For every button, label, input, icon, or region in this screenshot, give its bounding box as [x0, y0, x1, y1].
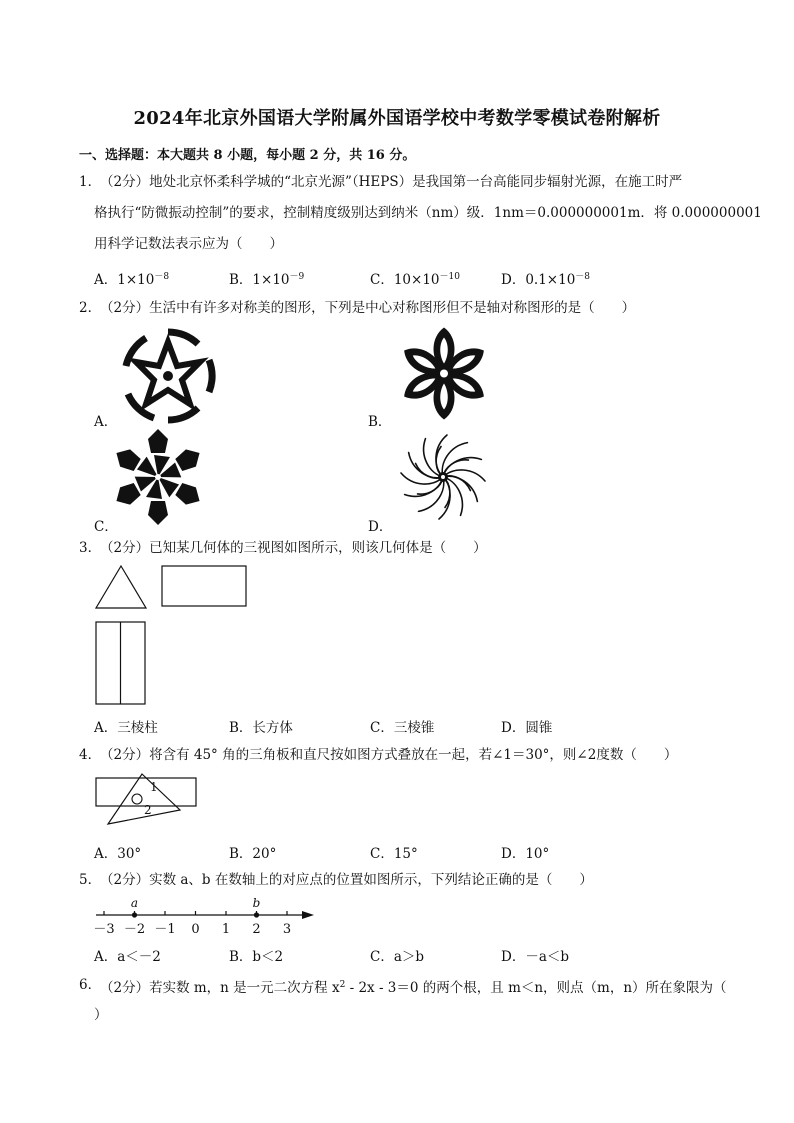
- numberline-tick-label: －3: [93, 922, 115, 937]
- q6-number: 6．: [79, 977, 102, 993]
- q4-angle-1-label: 1: [150, 780, 158, 794]
- q1-option-a: A．$1\times 10^{-8}$: [94, 272, 170, 288]
- q2-label-a: A．: [94, 414, 118, 430]
- q3-option-c: C．三棱锥: [370, 720, 435, 736]
- q2-number: 2．: [79, 300, 102, 316]
- numberline-point-label-b: b: [252, 896, 261, 910]
- q2-label-d: D．: [368, 519, 393, 535]
- q1-text-line3: 用科学记数法表示应为（ ）: [94, 236, 283, 252]
- q2-figure-c: [114, 428, 202, 526]
- numberline-tick-label: 0: [191, 922, 200, 937]
- q5-number-line: [92, 893, 322, 939]
- q4-ruler-triangle-figure: [94, 772, 204, 828]
- q3-number: 3．: [79, 540, 102, 556]
- q1-option-c: C．$10\times 10^{-10}$: [370, 272, 460, 288]
- q3-option-b: B．长方体: [229, 720, 293, 736]
- q5-number: 5．: [79, 872, 102, 888]
- q4-option-d: D．10°: [501, 846, 550, 862]
- q6-text-line2: ）: [94, 1007, 108, 1023]
- q1-option-d: D．$0.1\times 10^{-8}$: [501, 272, 591, 288]
- q4-ruler: [96, 778, 196, 806]
- q4-number: 4．: [79, 747, 102, 763]
- q1-text-line2: 格执行“防微振动控制”的要求，控制精度级别达到纳米（nm）级．1nm＝0.000000001m．将 0.000000001: [94, 205, 762, 221]
- q1-text-line1: （2分）地处北京怀柔科学城的“北京光源”（HEPS）是我国第一台高能同步辐射光源，在施工时严: [100, 174, 683, 190]
- numberline-tick-label: 2: [252, 922, 261, 937]
- q4-option-b: B．20°: [229, 846, 277, 862]
- q5-option-b: B．b＜2: [229, 949, 284, 965]
- section-heading: 一、选择题：本大题共 8 小题，每小题 2 分，共 16 分。: [79, 148, 416, 163]
- q2-label-c: C．: [94, 519, 118, 535]
- q2-figure-a: [113, 327, 223, 425]
- q1-number: 1．: [79, 174, 102, 190]
- q1-option-b: B．$1\times 10^{-9}$: [229, 272, 305, 288]
- q2-label-b: B．: [368, 414, 392, 430]
- numberline-point-b: [254, 912, 259, 917]
- q3-top-view-triangle: [96, 566, 146, 608]
- numberline-tick-label: －2: [123, 922, 146, 937]
- q3-option-a: A．三棱柱: [94, 720, 158, 736]
- numberline-tick-label: 3: [282, 922, 292, 937]
- q2-figure-d: [395, 428, 491, 526]
- q2-figure-b: [388, 325, 500, 422]
- q5-text: （2分）实数 a、b 在数轴上的对应点的位置如图所示，下列结论正确的是（ ）: [100, 872, 593, 888]
- q4-option-c: C．15°: [370, 846, 418, 862]
- numberline-tick-label: 1: [221, 922, 231, 937]
- q4-text: （2分）将含有 45° 角的三角板和直尺按如图方式叠放在一起，若∠1＝30°，则∠2度数（ ）: [100, 747, 678, 763]
- q5-option-d: D．－a＜b: [501, 949, 570, 965]
- q2-text: （2分）生活中有许多对称美的图形，下列是中心对称图形但不是轴对称图形的是（ ）: [100, 300, 636, 316]
- q3-option-d: D．圆锥: [501, 720, 553, 736]
- q5-option-c: C．a＞b: [370, 949, 425, 965]
- q3-front-view-rectangle: [162, 566, 246, 606]
- q3-three-views: [94, 562, 254, 708]
- page-title: 2024年北京外国语大学附属外国语学校中考数学零模试卷附解析: [133, 108, 661, 129]
- numberline-point-a: [132, 912, 137, 917]
- numberline-arrow: [302, 911, 314, 919]
- numberline-tick-label: －1: [154, 922, 176, 937]
- q6-text-line1: （2分）若实数 m，n 是一元二次方程 $x^2 - 2x - 3=0$ 的两个根，且 m＜n，则点（m，n）所在象限为（: [100, 980, 727, 996]
- numberline-point-label-a: a: [130, 896, 139, 910]
- q4-angle-2-label: 2: [144, 803, 152, 817]
- q5-option-a: A．a＜－2: [94, 949, 161, 965]
- q3-text: （2分）已知某几何体的三视图如图所示，则该几何体是（ ）: [100, 540, 487, 556]
- q4-option-a: A．30°: [94, 846, 142, 862]
